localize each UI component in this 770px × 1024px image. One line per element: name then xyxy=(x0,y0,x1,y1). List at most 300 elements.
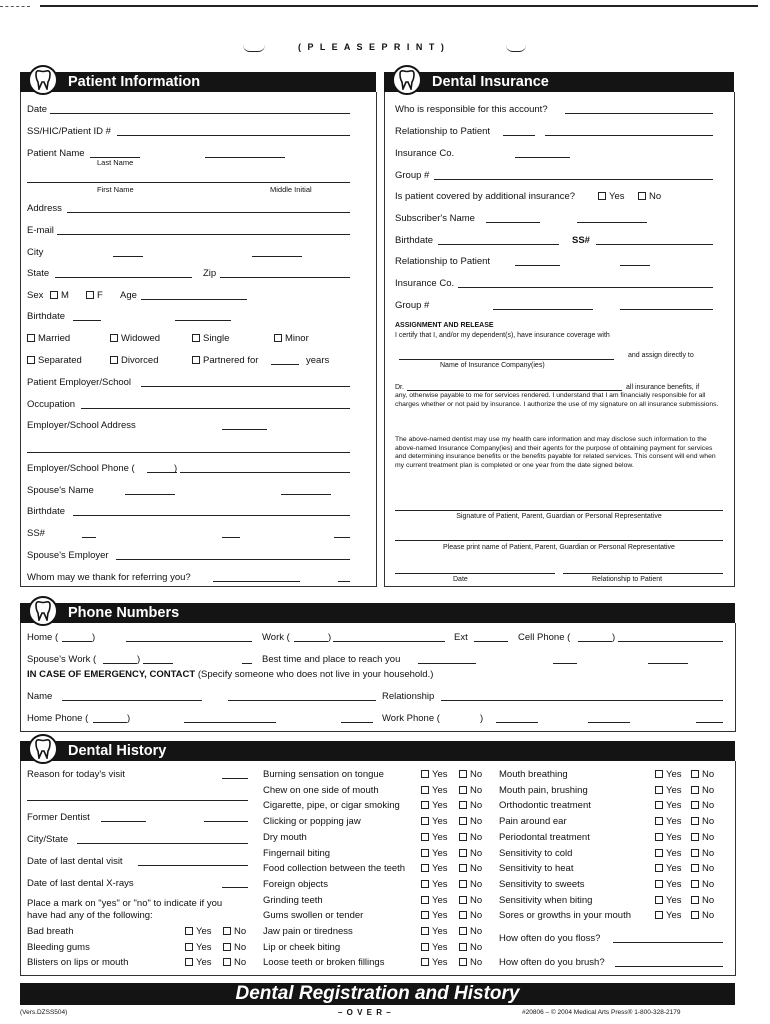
condition-no-checkbox[interactable] xyxy=(691,863,714,874)
checkbox-icon xyxy=(655,864,663,872)
checkbox-icon xyxy=(459,880,467,888)
subscriber-label: Subscriber's Name xyxy=(395,213,475,224)
condition-no-checkbox[interactable] xyxy=(459,942,482,953)
birthdate-field-2[interactable] xyxy=(175,320,231,321)
company1-field[interactable] xyxy=(515,157,570,158)
work-paren: ) xyxy=(328,632,332,643)
checkbox-icon xyxy=(691,864,699,872)
checkbox-icon xyxy=(274,334,282,342)
checkbox-icon xyxy=(86,291,94,299)
emergency-name-field[interactable] xyxy=(62,700,202,701)
checkbox-label: No xyxy=(702,800,715,812)
checkbox-icon xyxy=(421,817,429,825)
company2-field[interactable] xyxy=(458,287,713,288)
work-area-field[interactable] xyxy=(294,641,328,642)
checkbox-icon xyxy=(185,927,193,935)
spouse-name-field-2[interactable] xyxy=(281,494,331,495)
signature-field[interactable] xyxy=(395,510,723,511)
condition-label: Lip or cheek biting xyxy=(263,941,341,953)
emergency-home-label: Home Phone ( xyxy=(27,713,89,724)
checkbox-label: Yes xyxy=(432,910,448,922)
spouse-name-label: Spouse's Name xyxy=(27,485,94,496)
condition-label: Burning sensation on tongue xyxy=(263,769,384,780)
partnered-checkbox[interactable]: Partnered for xyxy=(192,355,258,366)
patient-name-label: Patient Name xyxy=(27,148,85,159)
checkbox-icon xyxy=(598,192,606,200)
condition-no-checkbox[interactable] xyxy=(459,910,482,921)
relationship1-field[interactable] xyxy=(503,135,535,136)
checkbox-label: Yes xyxy=(666,863,682,875)
birthdate-field[interactable] xyxy=(73,320,101,321)
checkbox-label: No xyxy=(702,784,715,796)
checkbox-label: No xyxy=(702,769,715,780)
ins-ss-label: SS# xyxy=(572,235,590,246)
condition-no-checkbox[interactable] xyxy=(459,863,482,874)
employer-address-field-2[interactable] xyxy=(27,452,350,453)
years-label: years xyxy=(306,355,330,366)
condition-no-checkbox[interactable] xyxy=(691,895,714,906)
city-state-field[interactable] xyxy=(77,843,248,844)
employer-phone-area[interactable] xyxy=(147,472,177,473)
checkbox-icon xyxy=(459,864,467,872)
condition-no-checkbox[interactable] xyxy=(459,926,482,937)
cell-area-field[interactable] xyxy=(578,641,612,642)
checkbox-label: Yes xyxy=(196,941,212,953)
city-field[interactable] xyxy=(113,256,143,257)
checkbox-icon xyxy=(192,356,200,364)
checkbox-icon xyxy=(421,801,429,809)
cell-phone-field[interactable] xyxy=(618,641,723,642)
checkbox-icon xyxy=(421,896,429,904)
version-text: (Vers.DZSS504) xyxy=(20,1009,68,1016)
best-time-label: Best time and place to reach you xyxy=(262,654,401,665)
dr-field[interactable] xyxy=(407,390,622,391)
sig-relationship-field[interactable] xyxy=(563,573,723,574)
relationship2-label: Relationship to Patient xyxy=(395,256,491,267)
former-dentist-label: Former Dentist xyxy=(27,812,90,823)
age-label: Age xyxy=(120,290,137,301)
dental-history-header xyxy=(20,741,735,761)
best-time-field-2[interactable] xyxy=(553,663,577,664)
date-field[interactable] xyxy=(50,113,350,114)
condition-label: Sensitivity to heat xyxy=(499,863,574,875)
dental-insurance-title: Dental Insurance xyxy=(432,74,549,90)
reason-label: Reason for today's visit xyxy=(27,769,125,780)
condition-yes-checkbox[interactable] xyxy=(421,832,448,843)
referral-field[interactable] xyxy=(213,581,300,582)
print-name-caption: Please print name of Patient, Parent, Guardian or Personal Representative xyxy=(443,544,675,551)
condition-yes-checkbox[interactable] xyxy=(655,910,682,921)
checkbox-label: Yes xyxy=(432,800,448,812)
checkbox-label: No xyxy=(470,784,483,796)
responsible-label: Who is responsible for this account? xyxy=(395,104,548,115)
checkbox-icon xyxy=(421,880,429,888)
condition-no-checkbox[interactable] xyxy=(223,957,246,968)
employer-address-field[interactable] xyxy=(222,429,267,430)
checkbox-label: Yes xyxy=(666,878,682,890)
spouse-work-paren: ) xyxy=(137,654,141,665)
release-paragraph: The above-named dentist may use my health care information and may disclose such information to the above-named Insurance Company(ies) and their agents for the purpose of obtaining payment for services and determining insurance benefits or the benefits payable for related services. This consent will end when my current treatment plan is completed or one year from the date signed below. xyxy=(395,436,716,469)
spouse-work-area[interactable] xyxy=(103,663,137,664)
sex-m-checkbox[interactable]: M xyxy=(50,290,69,301)
checkbox-label: No xyxy=(470,816,483,828)
swoosh-left xyxy=(243,45,265,52)
ins-ss-field[interactable] xyxy=(596,244,713,245)
checkbox-icon xyxy=(459,927,467,935)
checkbox-icon xyxy=(459,958,467,966)
over-text: – O V E R – xyxy=(338,1008,392,1017)
checkbox-icon xyxy=(192,334,200,342)
condition-label: Grinding teeth xyxy=(263,894,323,906)
checkbox-icon xyxy=(655,801,663,809)
address-field[interactable] xyxy=(67,212,350,213)
spouse-ss-label: SS# xyxy=(27,528,45,539)
checkbox-icon xyxy=(421,833,429,841)
condition-yes-checkbox[interactable] xyxy=(655,785,682,796)
condition-yes-checkbox[interactable] xyxy=(655,895,682,906)
condition-label: Gums swollen or tender xyxy=(263,910,364,922)
condition-label: Clicking or popping jaw xyxy=(263,816,361,828)
checkbox-icon xyxy=(459,786,467,794)
responsible-field[interactable] xyxy=(565,113,713,114)
condition-label: Sores or growths in your mouth xyxy=(499,910,632,922)
former-dentist-field-2[interactable] xyxy=(204,821,248,822)
work-phone-label: Work ( xyxy=(262,632,290,643)
condition-yes-checkbox[interactable] xyxy=(421,800,448,811)
tooth-icon xyxy=(28,596,58,626)
checkbox-label: Yes xyxy=(666,769,682,780)
checkbox-icon xyxy=(223,927,231,935)
top-rule xyxy=(40,5,758,7)
additional-no-checkbox[interactable]: No xyxy=(638,191,661,202)
condition-yes-checkbox[interactable] xyxy=(421,863,448,874)
print-name-field[interactable] xyxy=(395,540,723,541)
floss-field[interactable] xyxy=(613,942,723,943)
condition-label: Pain around ear xyxy=(499,816,567,828)
condition-yes-checkbox[interactable] xyxy=(421,816,448,827)
checkbox-icon xyxy=(421,958,429,966)
home-area-field[interactable] xyxy=(62,641,92,642)
condition-yes-checkbox[interactable] xyxy=(421,785,448,796)
referral-field-2[interactable] xyxy=(338,581,350,582)
condition-no-checkbox[interactable] xyxy=(691,910,714,921)
checkbox-label: No xyxy=(702,847,715,859)
emergency-work-field-2[interactable] xyxy=(588,722,630,723)
condition-label: Fingernail biting xyxy=(263,847,331,859)
divorced-checkbox[interactable]: Divorced xyxy=(110,355,159,366)
condition-no-checkbox[interactable] xyxy=(459,879,482,890)
checkbox-icon xyxy=(421,849,429,857)
relationship1-label: Relationship to Patient xyxy=(395,126,491,137)
checkbox-label: No xyxy=(470,910,483,922)
checkbox-icon xyxy=(655,817,663,825)
condition-no-checkbox[interactable] xyxy=(691,848,714,859)
relationship2-field-2[interactable] xyxy=(620,265,650,266)
checkbox-icon xyxy=(421,770,429,778)
checkbox-label: No xyxy=(470,894,483,906)
company-names-field[interactable] xyxy=(399,359,614,360)
condition-yes-checkbox[interactable] xyxy=(421,926,448,937)
condition-no-checkbox[interactable] xyxy=(691,769,714,780)
relationship2-field[interactable] xyxy=(515,265,560,266)
condition-yes-checkbox[interactable] xyxy=(655,863,682,874)
checkbox-icon xyxy=(459,833,467,841)
city-field-2[interactable] xyxy=(252,256,302,257)
last-xray-label: Date of last dental X-rays xyxy=(27,878,134,889)
spouse-work-field[interactable] xyxy=(143,663,173,664)
checkbox-label: No xyxy=(470,769,483,780)
spouse-name-field[interactable] xyxy=(125,494,175,495)
checkbox-icon xyxy=(27,334,35,342)
emergency-name-label: Name xyxy=(27,691,53,702)
condition-yes-checkbox[interactable] xyxy=(421,848,448,859)
condition-yes-checkbox[interactable] xyxy=(421,957,448,968)
checkbox-icon xyxy=(27,356,35,364)
emergency-work-paren: ) xyxy=(480,713,484,724)
condition-no-checkbox[interactable] xyxy=(223,942,246,953)
checkbox-icon xyxy=(459,896,467,904)
checkbox-icon xyxy=(110,356,118,364)
checkbox-icon xyxy=(459,849,467,857)
condition-no-checkbox[interactable] xyxy=(459,832,482,843)
married-checkbox[interactable]: Married xyxy=(27,333,70,344)
condition-no-checkbox[interactable] xyxy=(691,800,714,811)
first-name-caption: First Name xyxy=(97,185,134,194)
condition-no-checkbox[interactable] xyxy=(691,832,714,843)
condition-yes-checkbox[interactable] xyxy=(421,895,448,906)
best-time-field-3[interactable] xyxy=(648,663,688,664)
sex-f-checkbox[interactable]: F xyxy=(86,290,103,301)
footer-title: Dental Registration and History xyxy=(20,983,735,1005)
sex-label: Sex xyxy=(27,290,44,301)
phone-numbers-title: Phone Numbers xyxy=(68,605,180,621)
condition-no-checkbox[interactable] xyxy=(691,785,714,796)
last-visit-field[interactable] xyxy=(138,865,248,866)
work-phone-field[interactable] xyxy=(333,641,445,642)
separated-checkbox[interactable]: Separated xyxy=(27,355,82,366)
condition-yes-checkbox[interactable] xyxy=(655,879,682,890)
partnered-years-field[interactable] xyxy=(271,364,299,365)
condition-label: Bad breath xyxy=(27,926,74,937)
condition-yes-checkbox[interactable] xyxy=(655,769,682,780)
checkbox-icon xyxy=(655,880,663,888)
checkbox-label: Yes xyxy=(666,831,682,843)
condition-yes-checkbox[interactable] xyxy=(421,910,448,921)
zip-field[interactable] xyxy=(220,277,350,278)
condition-label: Foreign objects xyxy=(263,878,328,890)
dr-label: Dr. xyxy=(395,384,404,391)
minor-checkbox[interactable]: Minor xyxy=(274,333,309,344)
emergency-home-field-2[interactable] xyxy=(341,722,373,723)
employer-field[interactable] xyxy=(141,386,350,387)
condition-label: Sensitivity to sweets xyxy=(499,878,585,890)
condition-no-checkbox[interactable] xyxy=(459,800,482,811)
best-time-field[interactable] xyxy=(418,663,476,664)
checkbox-icon xyxy=(459,770,467,778)
assignment-title: ASSIGNMENT AND RELEASE xyxy=(395,322,494,329)
sig-date-field[interactable] xyxy=(395,573,555,574)
first-name-field[interactable] xyxy=(27,182,350,183)
condition-label: Mouth breathing xyxy=(499,769,568,780)
additional-yes-checkbox[interactable]: Yes xyxy=(598,191,625,202)
emergency-home-field[interactable] xyxy=(184,722,276,723)
emergency-work-field[interactable] xyxy=(496,722,538,723)
checkbox-icon xyxy=(223,958,231,966)
condition-no-checkbox[interactable] xyxy=(459,816,482,827)
ss-id-field[interactable] xyxy=(117,135,350,136)
last-xray-field[interactable] xyxy=(222,887,248,888)
condition-label: Jaw pain or tiredness xyxy=(263,926,353,937)
condition-yes-checkbox[interactable] xyxy=(421,769,448,780)
checkbox-icon xyxy=(691,817,699,825)
subscriber-field-2[interactable] xyxy=(577,222,647,223)
last-name-field-2[interactable] xyxy=(205,157,285,158)
condition-label: Food collection between the teeth xyxy=(263,863,406,875)
checkbox-icon xyxy=(655,849,663,857)
checkbox-label: Yes xyxy=(432,941,448,953)
condition-no-checkbox[interactable] xyxy=(459,848,482,859)
emergency-home-area[interactable] xyxy=(93,722,127,723)
please-print: ( P L E A S E P R I N T ) xyxy=(298,42,446,52)
sig-relationship-caption: Relationship to Patient xyxy=(592,576,663,583)
condition-no-checkbox[interactable] xyxy=(691,879,714,890)
checkbox-label: Yes xyxy=(666,816,682,828)
condition-label: Orthodontic treatment xyxy=(499,800,591,812)
home-phone-field[interactable] xyxy=(126,641,252,642)
checkbox-icon xyxy=(185,943,193,951)
spouse-ss-field[interactable] xyxy=(82,537,96,538)
last-name-caption: Last Name xyxy=(97,158,134,167)
ins-birthdate-field[interactable] xyxy=(438,244,559,245)
group2-label: Group # xyxy=(395,300,430,311)
top-rule-dash xyxy=(0,6,30,7)
condition-label: Sensitivity to cold xyxy=(499,847,573,859)
subscriber-field[interactable] xyxy=(486,222,540,223)
checkbox-label: No xyxy=(702,816,715,828)
condition-no-checkbox[interactable] xyxy=(459,957,482,968)
checkbox-label: Yes xyxy=(666,847,682,859)
condition-yes-checkbox[interactable] xyxy=(655,816,682,827)
city-state-label: City/State xyxy=(27,834,69,845)
checkbox-icon xyxy=(421,911,429,919)
city-label: City xyxy=(27,247,44,258)
checkbox-label: No xyxy=(470,847,483,859)
spouse-work-field-2[interactable] xyxy=(242,663,252,664)
condition-label: Sensitivity when biting xyxy=(499,894,593,906)
relationship1-field-2[interactable] xyxy=(545,135,713,136)
checkbox-label: Yes xyxy=(432,878,448,890)
condition-yes-checkbox[interactable] xyxy=(185,957,212,968)
spouse-work-label: Spouse's Work ( xyxy=(27,654,97,665)
spouse-ss-field-3[interactable] xyxy=(334,537,350,538)
checkbox-icon xyxy=(691,896,699,904)
group2-field-2[interactable] xyxy=(620,309,713,310)
dental-insurance-header xyxy=(384,72,734,92)
condition-no-checkbox[interactable] xyxy=(459,895,482,906)
condition-label: Dry mouth xyxy=(263,831,307,843)
checkbox-icon xyxy=(459,801,467,809)
condition-yes-checkbox[interactable] xyxy=(185,926,212,937)
checkbox-icon xyxy=(459,911,467,919)
spouse-employer-field[interactable] xyxy=(116,559,350,560)
former-dentist-field[interactable] xyxy=(101,821,146,822)
condition-no-checkbox[interactable] xyxy=(223,926,246,937)
checkbox-label: Yes xyxy=(432,816,448,828)
employer-phone-field[interactable] xyxy=(180,472,350,473)
condition-yes-checkbox[interactable] xyxy=(655,800,682,811)
checkbox-icon xyxy=(50,291,58,299)
checkbox-icon xyxy=(691,911,699,919)
emergency-name-field-2[interactable] xyxy=(228,700,376,701)
brush-field[interactable] xyxy=(615,966,723,967)
checkbox-icon xyxy=(691,880,699,888)
condition-label: Periodontal treatment xyxy=(499,831,590,843)
checkbox-label: No xyxy=(234,926,247,937)
checkbox-icon xyxy=(691,833,699,841)
group1-field[interactable] xyxy=(434,179,713,180)
home-paren: ) xyxy=(92,632,96,643)
condition-yes-checkbox[interactable] xyxy=(655,832,682,843)
checkbox-icon xyxy=(459,943,467,951)
checkbox-icon xyxy=(421,786,429,794)
checkbox-icon xyxy=(655,770,663,778)
condition-label: Mouth pain, brushing xyxy=(499,784,588,796)
checkbox-label: No xyxy=(702,863,715,875)
checkbox-icon xyxy=(691,849,699,857)
email-field[interactable] xyxy=(57,234,350,235)
checkbox-label: Yes xyxy=(196,926,212,937)
spouse-employer-label: Spouse's Employer xyxy=(27,550,109,561)
instruction-line2: have had any of the following: xyxy=(27,910,153,921)
condition-yes-checkbox[interactable] xyxy=(421,879,448,890)
reason-field-2[interactable] xyxy=(27,800,248,801)
checkbox-label: No xyxy=(470,800,483,812)
ext-field[interactable] xyxy=(474,641,508,642)
emergency-relationship-field[interactable] xyxy=(441,700,723,701)
condition-no-checkbox[interactable] xyxy=(691,816,714,827)
condition-no-checkbox[interactable] xyxy=(459,785,482,796)
reason-field[interactable] xyxy=(222,778,248,779)
occupation-field[interactable] xyxy=(81,408,350,409)
state-field[interactable] xyxy=(55,277,192,278)
checkbox-label: No xyxy=(234,957,247,969)
checkbox-label: Yes xyxy=(666,800,682,812)
floss-label: How often do you floss? xyxy=(499,933,601,944)
checkbox-label: Yes xyxy=(432,847,448,859)
condition-yes-checkbox[interactable] xyxy=(655,848,682,859)
last-visit-label: Date of last dental visit xyxy=(27,856,123,867)
assignment-text: I certify that I, and/or my dependent(s), have insurance coverage with xyxy=(395,332,610,339)
age-field[interactable] xyxy=(141,299,247,300)
condition-yes-checkbox[interactable] xyxy=(421,942,448,953)
spouse-birthdate-field[interactable] xyxy=(73,515,350,516)
patient-info-title: Patient Information xyxy=(68,74,201,90)
condition-yes-checkbox[interactable] xyxy=(185,942,212,953)
checkbox-icon xyxy=(459,817,467,825)
checkbox-label: Yes xyxy=(666,784,682,796)
group2-field[interactable] xyxy=(493,309,593,310)
widowed-checkbox[interactable]: Widowed xyxy=(110,333,160,344)
spouse-ss-field-2[interactable] xyxy=(222,537,240,538)
single-checkbox[interactable]: Single xyxy=(192,333,229,344)
condition-no-checkbox[interactable] xyxy=(459,769,482,780)
checkbox-label: No xyxy=(702,910,715,922)
emergency-work-field-3[interactable] xyxy=(696,722,723,723)
checkbox-icon xyxy=(655,786,663,794)
checkbox-label: No xyxy=(470,878,483,890)
condition-label: Blisters on lips or mouth xyxy=(27,957,129,969)
referral-label: Whom may we thank for referring you? xyxy=(27,572,191,583)
